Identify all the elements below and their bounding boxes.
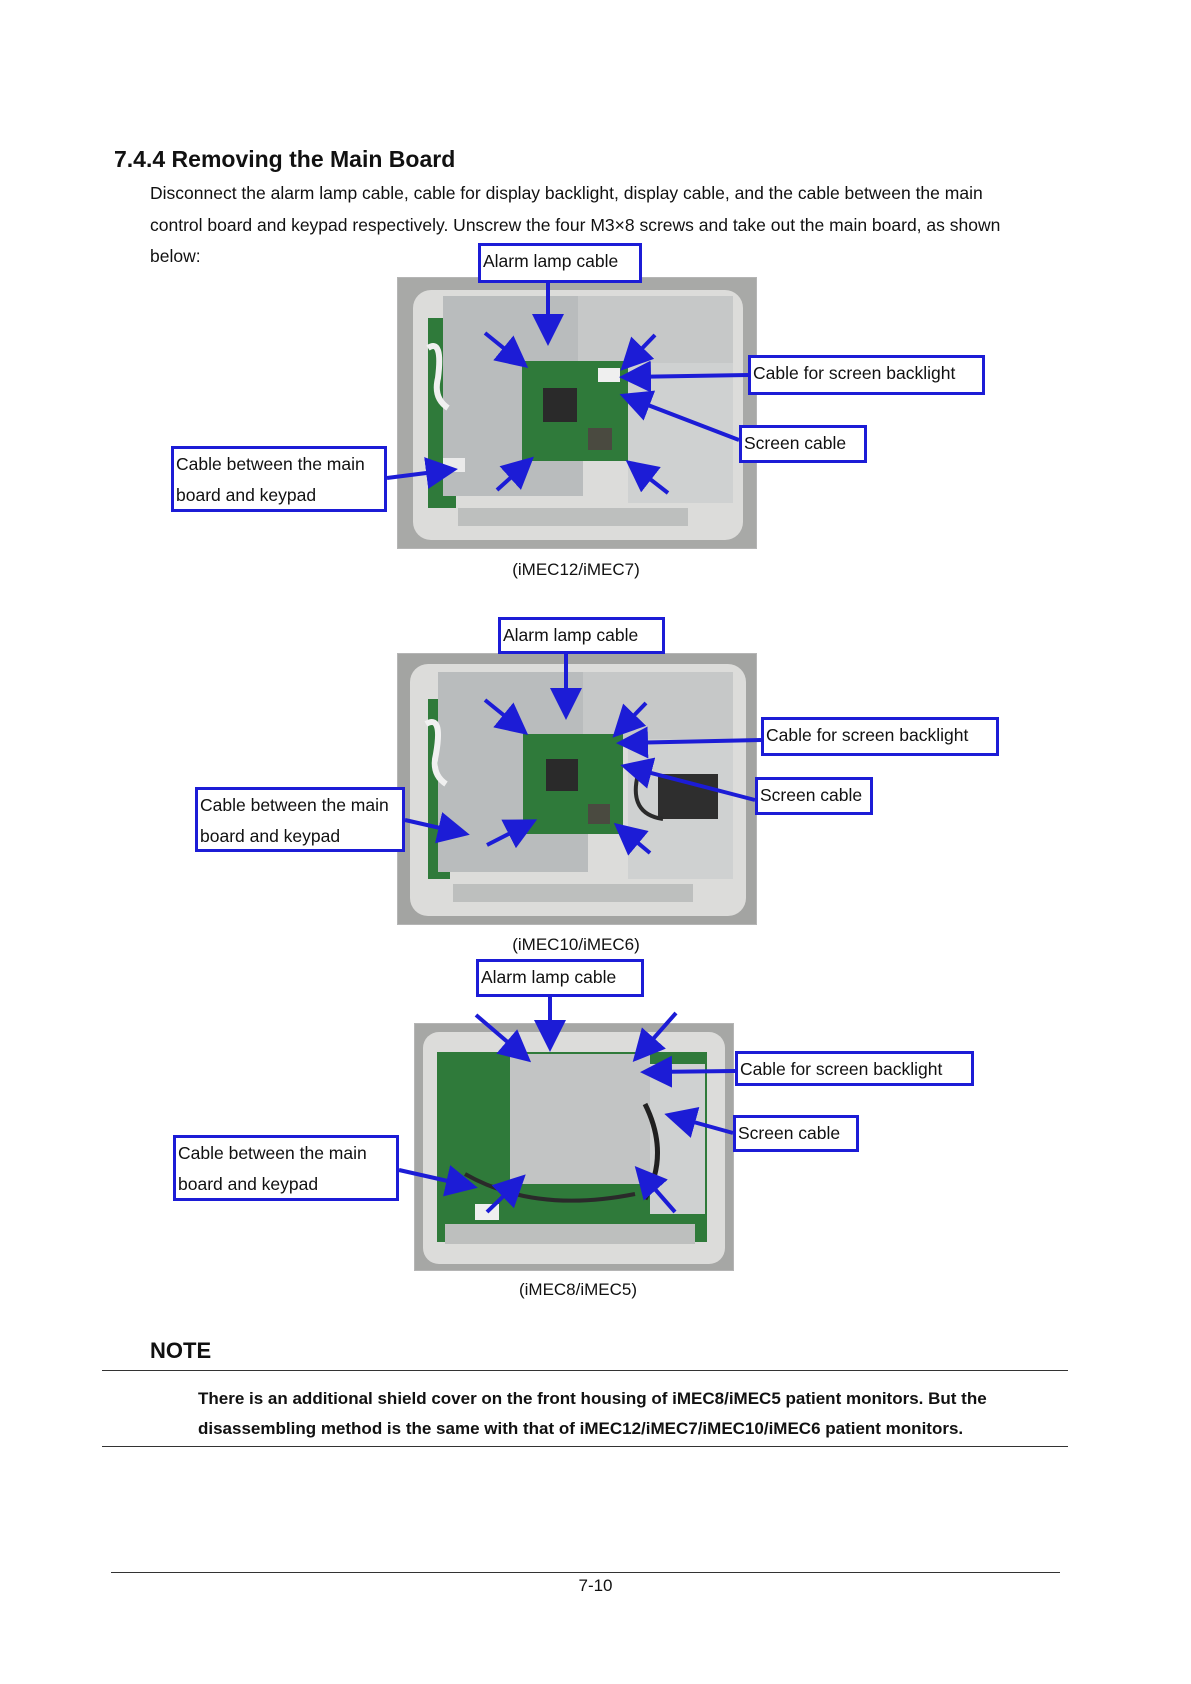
page-number: 7-10: [578, 1576, 613, 1595]
callout-screen-cable: Screen cable: [739, 425, 867, 463]
photo-imec10-board: [397, 653, 757, 925]
note-title: NOTE: [150, 1338, 212, 1363]
callout-alarm-lamp-cable: Alarm lamp cable: [476, 959, 644, 997]
callout-keypad-cable: [173, 1135, 399, 1201]
callout-keypad-cable: [195, 787, 405, 852]
caption-imec12: (iMEC12/iMEC7): [512, 560, 640, 579]
callout-screen-cable: Screen cable: [755, 777, 873, 815]
callout-keypad-line1: Cable between the main: [178, 1143, 367, 1163]
callout-keypad-line1: Cable between the main: [176, 454, 365, 474]
caption-imec10: (iMEC10/iMEC6): [512, 935, 640, 954]
callout-keypad-line1: Cable between the main: [200, 795, 389, 815]
instruction-paragraph: Disconnect the alarm lamp cable, cable for display backlight, display cable, and the cable between the main control board and keypad respectively. Unscrew the four M3×8 screws and take out the main board, as shown below:: [150, 183, 1001, 266]
photo-imec8-board: [414, 1023, 734, 1271]
callout-backlight-cable: Cable for screen backlight: [735, 1051, 974, 1086]
callout-keypad-line2: board and keypad: [178, 1174, 319, 1194]
section-heading: 7.4.4 Removing the Main Board: [114, 146, 456, 172]
callout-backlight-cable: Cable for screen backlight: [748, 355, 985, 395]
callout-alarm-lamp-cable: Alarm lamp cable: [478, 243, 642, 283]
callout-alarm-lamp-cable: Alarm lamp cable: [498, 617, 665, 654]
callout-keypad-cable: [171, 446, 387, 512]
callout-keypad-line2: board and keypad: [200, 826, 341, 846]
caption-imec8: (iMEC8/iMEC5): [518, 1280, 638, 1299]
note-top-rule: [102, 1370, 1068, 1371]
callout-keypad-line2: board and keypad: [176, 485, 317, 505]
footer-rule: [111, 1572, 1060, 1573]
callout-backlight-cable: Cable for screen backlight: [761, 717, 999, 756]
callout-screen-cable: Screen cable: [733, 1115, 859, 1152]
note-bottom-rule: [102, 1446, 1068, 1447]
photo-imec12-board: [397, 277, 757, 549]
note-text: There is an additional shield cover on the front housing of iMEC8/iMEC5 patient monitors. But the disassembling method is the same with that of iMEC12/iMEC7/iMEC10/iMEC6 patient monitors.: [198, 1389, 987, 1438]
